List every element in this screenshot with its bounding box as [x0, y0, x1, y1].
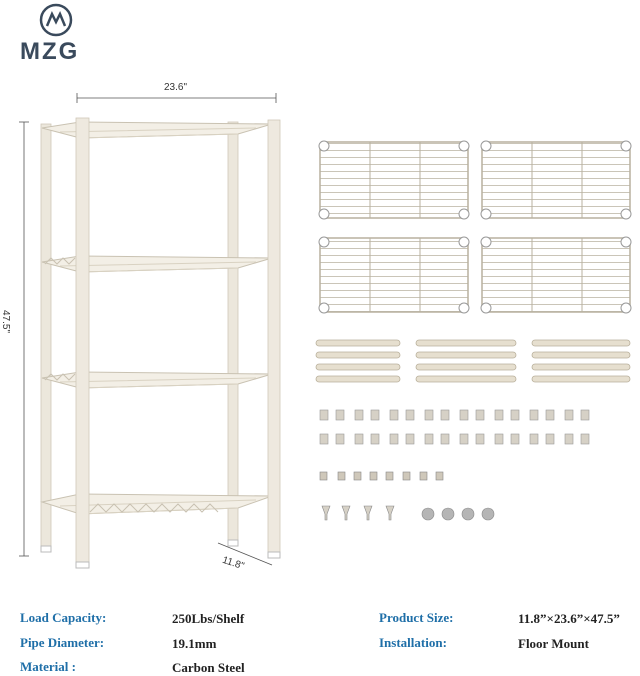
height-dimension: 47.5" [0, 309, 12, 334]
width-dimension: 23.6" [164, 82, 188, 93]
spec-label-material: Material : [20, 659, 76, 674]
spec-value-load-capacity: 250Lbs/Shelf [172, 611, 245, 626]
spec-label-installation: Installation: [379, 635, 447, 650]
pole-bundle [316, 340, 630, 382]
wire-shelf-panel [481, 237, 631, 313]
spec-value-pipe-diameter: 19.1mm [172, 636, 217, 651]
depth-dimension: 11.8" [220, 554, 246, 573]
leveling-feet [322, 506, 394, 520]
spec-value-product-size: 11.8”×23.6”×47.5” [518, 611, 620, 626]
connector-parts [320, 472, 443, 480]
wire-shelf-panel [319, 237, 469, 313]
wire-shelf-panels [319, 141, 631, 313]
wire-shelf-panel [481, 141, 631, 219]
spec-label-pipe-diameter: Pipe Diameter: [20, 635, 105, 650]
brand-name: MZG [20, 38, 80, 65]
clip-parts [320, 410, 589, 444]
cap-parts [422, 508, 494, 520]
spec-label-load-capacity: Load Capacity: [20, 610, 107, 625]
spec-value-installation: Floor Mount [518, 636, 589, 651]
wire-shelf-panel [319, 141, 469, 219]
spec-label-product-size: Product Size: [379, 610, 454, 625]
spec-value-material: Carbon Steel [172, 660, 245, 675]
